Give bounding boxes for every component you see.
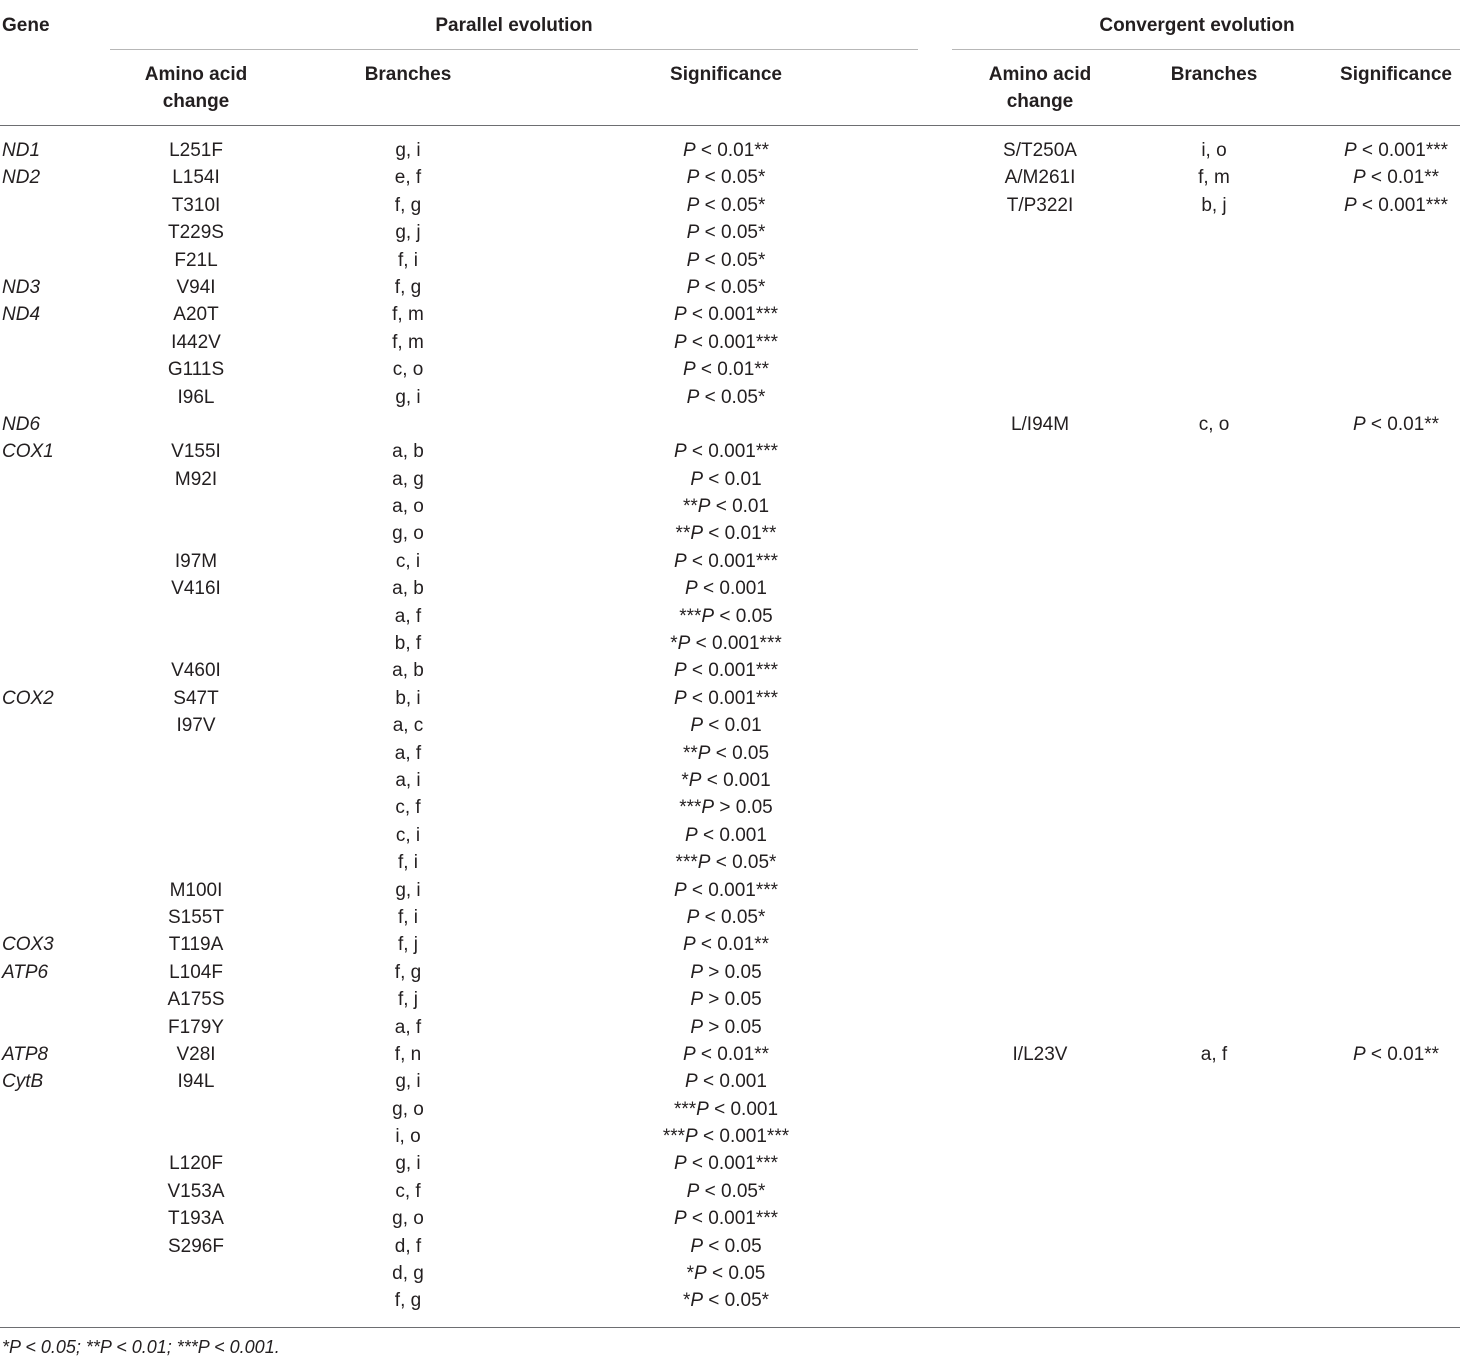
- parallel-branches-cell: g, i: [395, 386, 421, 408]
- table-row: [0, 1014, 1460, 1041]
- header-parallel-branches: Branches: [364, 64, 452, 85]
- convergent-amino-acid-cell: L/I94M: [1010, 413, 1070, 435]
- convergent-significance-cell: P < 0.01**: [1352, 1043, 1440, 1065]
- parallel-amino-acid-cell: S296F: [168, 1235, 224, 1257]
- convergent-branches-cell: a, f: [1200, 1043, 1228, 1065]
- parallel-significance-cell: **P < 0.05: [682, 742, 770, 764]
- convergent-branches-cell: b, j: [1201, 194, 1227, 216]
- parallel-branches-cell: a, b: [392, 441, 424, 463]
- table-row: [0, 904, 1460, 931]
- parallel-amino-acid-cell: I97V: [176, 715, 216, 737]
- parallel-branches-cell: a, b: [392, 578, 424, 600]
- parallel-branches-cell: g, o: [392, 1098, 424, 1120]
- parallel-branches-cell: e, f: [394, 167, 422, 189]
- gene-cell: ND4: [2, 304, 41, 326]
- parallel-branches-cell: g, o: [392, 523, 424, 545]
- parallel-branches-cell: c, i: [395, 550, 421, 572]
- parallel-significance-cell: P < 0.05*: [686, 386, 766, 408]
- table-row: [0, 466, 1460, 493]
- parallel-significance-cell: *P < 0.05: [686, 1263, 766, 1285]
- header-convergent-amino-acid-line2: change: [1006, 91, 1074, 112]
- parallel-significance-cell: P < 0.05*: [686, 194, 766, 216]
- table-bottom-rule: [0, 1327, 1460, 1328]
- table-row: [0, 685, 1460, 712]
- table-row: [0, 329, 1460, 356]
- convergent-amino-acid-cell: A/M261I: [1004, 167, 1076, 189]
- header-convergent-amino-acid: [940, 61, 1140, 115]
- gene-cell: COX1: [2, 441, 54, 463]
- footnote: *P < 0.05; **P < 0.01; ***P < 0.001.: [2, 1337, 280, 1357]
- parallel-branches-cell: c, f: [395, 1180, 421, 1202]
- parallel-branches-cell: a, f: [394, 742, 422, 764]
- parallel-significance-cell: ***P < 0.001: [673, 1098, 779, 1120]
- parallel-amino-acid-cell: I96L: [177, 386, 215, 408]
- parallel-branches-cell: f, m: [392, 304, 424, 326]
- parallel-branches-cell: f, j: [397, 989, 419, 1011]
- parallel-significance-cell: P < 0.01**: [682, 1043, 770, 1065]
- table-row: [0, 822, 1460, 849]
- convergent-branches-cell: f, m: [1198, 167, 1230, 189]
- parallel-amino-acid-cell: V94I: [176, 276, 216, 298]
- parallel-significance-cell: ***P < 0.05: [679, 605, 773, 627]
- table-row: [0, 931, 1460, 958]
- header-parallel-amino-acid-line2: change: [162, 91, 230, 112]
- parallel-significance-cell: P < 0.01**: [682, 359, 770, 381]
- parallel-branches-cell: a, o: [392, 496, 424, 518]
- header-parallel-amino-acid-line1: Amino acid: [144, 64, 248, 85]
- parallel-significance-cell: P < 0.01**: [682, 934, 770, 956]
- table-row: [0, 1068, 1460, 1095]
- gene-cell: ND6: [2, 413, 41, 435]
- header-gene: Gene: [2, 15, 50, 36]
- parallel-branches-cell: a, f: [394, 605, 422, 627]
- parallel-significance-cell: ***P < 0.05*: [675, 852, 777, 874]
- parallel-branches-cell: g, i: [395, 1071, 421, 1093]
- parallel-amino-acid-cell: L154I: [172, 167, 220, 189]
- parallel-significance-cell: P < 0.001: [685, 824, 767, 846]
- table-row: [0, 959, 1460, 986]
- table-row: [0, 274, 1460, 301]
- parallel-significance-cell: *P < 0.05*: [682, 1290, 770, 1312]
- parallel-significance-cell: P < 0.01**: [682, 140, 770, 161]
- parallel-amino-acid-cell: L251F: [169, 140, 223, 161]
- table-row: [0, 548, 1460, 575]
- parallel-branches-cell: f, m: [392, 331, 424, 353]
- gene-cell: ATP8: [2, 1043, 49, 1065]
- header-bottom-rule: [0, 125, 1460, 126]
- parallel-branches-cell: f, g: [394, 1290, 422, 1312]
- table-row: [0, 1260, 1460, 1287]
- parallel-branches-cell: g, i: [395, 1153, 421, 1175]
- parallel-branches-cell: c, f: [395, 797, 421, 819]
- parallel-amino-acid-cell: V416I: [171, 578, 221, 600]
- table-row: [0, 493, 1460, 520]
- parallel-branches-cell: i, o: [395, 1126, 421, 1148]
- parallel-branches-cell: g, j: [395, 222, 421, 244]
- parallel-significance-cell: P < 0.001: [685, 578, 767, 600]
- parallel-branches-cell: g, i: [395, 140, 421, 161]
- parallel-amino-acid-cell: V28I: [176, 1043, 216, 1065]
- table-row: [0, 712, 1460, 739]
- parallel-significance-cell: ***P < 0.001***: [662, 1126, 790, 1148]
- convergent-significance-cell: P < 0.01**: [1352, 167, 1440, 189]
- parallel-amino-acid-cell: V155I: [171, 441, 221, 463]
- gene-cell: ND3: [2, 276, 41, 298]
- parallel-branches-cell: f, g: [394, 961, 422, 983]
- parallel-amino-acid-cell: L104F: [169, 961, 223, 983]
- parallel-significance-cell: **P < 0.01**: [675, 523, 777, 545]
- parallel-amino-acid-cell: F179Y: [168, 1016, 224, 1038]
- table-row: [0, 411, 1460, 438]
- parallel-branches-cell: f, i: [397, 249, 419, 271]
- gene-cell: COX2: [2, 687, 54, 709]
- parallel-significance-cell: P < 0.05*: [686, 222, 766, 244]
- parallel-significance-cell: P < 0.001***: [673, 304, 779, 326]
- parallel-amino-acid-cell: I94L: [177, 1071, 215, 1093]
- parallel-significance-cell: P < 0.01: [690, 715, 762, 737]
- parallel-branches-cell: c, o: [392, 359, 424, 381]
- table-row: [0, 384, 1460, 411]
- table-row: [0, 603, 1460, 630]
- table-row: [0, 1096, 1460, 1123]
- parallel-significance-cell: ***P > 0.05: [679, 797, 773, 819]
- parallel-amino-acid-cell: S155T: [168, 906, 224, 928]
- table-row: [0, 137, 1460, 164]
- table-row: [0, 520, 1460, 547]
- table-body: [0, 137, 1460, 1315]
- parallel-amino-acid-cell: A20T: [173, 304, 219, 326]
- parallel-significance-cell: P < 0.001***: [673, 1208, 779, 1230]
- table-row: [0, 986, 1460, 1013]
- table-row: [0, 1041, 1460, 1068]
- parallel-significance-cell: P < 0.001***: [673, 441, 779, 463]
- parallel-significance-cell: P < 0.001***: [673, 1153, 779, 1175]
- parallel-significance-cell: P < 0.05*: [686, 276, 766, 298]
- table-row: [0, 1150, 1460, 1177]
- parallel-branches-cell: f, j: [397, 934, 419, 956]
- table-row: [0, 192, 1460, 219]
- gene-cell: CytB: [2, 1071, 44, 1093]
- parallel-amino-acid-cell: T229S: [168, 222, 224, 244]
- parallel-significance-cell: P < 0.05: [690, 1235, 762, 1257]
- parallel-amino-acid-cell: A175S: [167, 989, 225, 1011]
- parallel-branches-cell: a, f: [394, 1016, 422, 1038]
- parallel-significance-cell: *P < 0.001***: [670, 633, 782, 655]
- parallel-amino-acid-cell: F21L: [174, 249, 218, 271]
- parallel-significance-cell: P < 0.001***: [673, 879, 779, 901]
- parallel-significance-cell: P < 0.05*: [686, 249, 766, 271]
- gene-cell: ATP6: [2, 961, 49, 983]
- parallel-amino-acid-cell: M100I: [169, 879, 223, 901]
- parallel-branches-cell: g, i: [395, 879, 421, 901]
- table-row: [0, 877, 1460, 904]
- convergent-amino-acid-cell: S/T250A: [1003, 140, 1077, 161]
- table-row: [0, 356, 1460, 383]
- parallel-branches-cell: f, n: [394, 1043, 422, 1065]
- gene-cell: ND2: [2, 167, 41, 189]
- parallel-branches-cell: d, g: [392, 1263, 424, 1285]
- table-row: [0, 575, 1460, 602]
- parallel-significance-cell: P < 0.05*: [686, 167, 766, 189]
- table-row: [0, 1123, 1460, 1150]
- table-row: [0, 164, 1460, 191]
- table-row: [0, 767, 1460, 794]
- parallel-amino-acid-cell: I97M: [174, 550, 218, 572]
- parallel-branches-cell: f, g: [394, 194, 422, 216]
- convergent-group-rule: [952, 49, 1460, 50]
- parallel-branches-cell: c, i: [395, 824, 421, 846]
- parallel-amino-acid-cell: I442V: [171, 331, 221, 353]
- table-row: [0, 219, 1460, 246]
- table-row: [0, 1233, 1460, 1260]
- parallel-significance-cell: P < 0.05*: [686, 1180, 766, 1202]
- header-convergent-significance: Significance: [1340, 64, 1452, 85]
- table-row: [0, 301, 1460, 328]
- parallel-significance-cell: P < 0.001***: [673, 331, 779, 353]
- parallel-significance-cell: **P < 0.01: [682, 496, 770, 518]
- table-row: [0, 657, 1460, 684]
- parallel-branches-cell: b, i: [395, 687, 421, 709]
- header-parallel-evolution: Parallel evolution: [435, 15, 593, 36]
- table-row: [0, 630, 1460, 657]
- parallel-significance-cell: P < 0.05*: [686, 906, 766, 928]
- table-row: [0, 794, 1460, 821]
- table-row: [0, 1178, 1460, 1205]
- convergent-branches-cell: i, o: [1201, 140, 1227, 161]
- parallel-branches-cell: d, f: [394, 1235, 422, 1257]
- table-row: [0, 438, 1460, 465]
- header-parallel-amino-acid: [96, 61, 296, 115]
- parallel-amino-acid-cell: S47T: [173, 687, 219, 709]
- parallel-branches-cell: f, g: [394, 276, 422, 298]
- table-row: [0, 247, 1460, 274]
- parallel-significance-cell: P < 0.001***: [673, 660, 779, 682]
- header-convergent-evolution: Convergent evolution: [1099, 15, 1295, 36]
- parallel-branches-cell: a, b: [392, 660, 424, 682]
- convergent-amino-acid-cell: I/L23V: [1012, 1043, 1068, 1065]
- parallel-branches-cell: f, i: [397, 906, 419, 928]
- parallel-group-rule: [110, 49, 918, 50]
- parallel-branches-cell: a, i: [395, 769, 421, 791]
- parallel-significance-cell: P > 0.05: [690, 961, 762, 983]
- parallel-branches-cell: f, i: [397, 852, 419, 874]
- convergent-branches-cell: c, o: [1198, 413, 1230, 435]
- parallel-branches-cell: a, g: [392, 468, 424, 490]
- parallel-amino-acid-cell: G111S: [167, 359, 225, 381]
- gene-cell: ND1: [2, 140, 41, 161]
- parallel-branches-cell: g, o: [392, 1208, 424, 1230]
- table-row: [0, 1205, 1460, 1232]
- parallel-significance-cell: P > 0.05: [690, 989, 762, 1011]
- parallel-amino-acid-cell: V460I: [171, 660, 221, 682]
- parallel-significance-cell: *P < 0.001: [681, 769, 771, 791]
- parallel-significance-cell: P < 0.001***: [673, 550, 779, 572]
- parallel-significance-cell: P < 0.001: [685, 1071, 767, 1093]
- parallel-amino-acid-cell: V153A: [167, 1180, 225, 1202]
- table-row: [0, 740, 1460, 767]
- convergent-significance-cell: P < 0.01**: [1352, 413, 1440, 435]
- parallel-significance-cell: P < 0.001***: [673, 687, 779, 709]
- parallel-significance-cell: P < 0.01: [690, 468, 762, 490]
- parallel-branches-cell: b, f: [394, 633, 422, 655]
- parallel-amino-acid-cell: L120F: [169, 1153, 223, 1175]
- parallel-amino-acid-cell: T193A: [168, 1208, 224, 1230]
- header-convergent-amino-acid-line1: Amino acid: [988, 64, 1092, 85]
- header-parallel-significance: Significance: [670, 64, 782, 85]
- table-row: [0, 1287, 1460, 1314]
- header-convergent-branches: Branches: [1170, 64, 1258, 85]
- parallel-amino-acid-cell: T119A: [168, 934, 224, 956]
- parallel-amino-acid-cell: M92I: [174, 468, 218, 490]
- convergent-amino-acid-cell: T/P322I: [1006, 194, 1074, 216]
- convergent-significance-cell: P < 0.001***: [1343, 194, 1449, 216]
- table-row: [0, 849, 1460, 876]
- parallel-branches-cell: a, c: [392, 715, 424, 737]
- parallel-amino-acid-cell: T310I: [171, 194, 221, 216]
- convergent-significance-cell: P < 0.001***: [1343, 140, 1449, 161]
- parallel-significance-cell: P > 0.05: [690, 1016, 762, 1038]
- gene-cell: COX3: [2, 934, 54, 956]
